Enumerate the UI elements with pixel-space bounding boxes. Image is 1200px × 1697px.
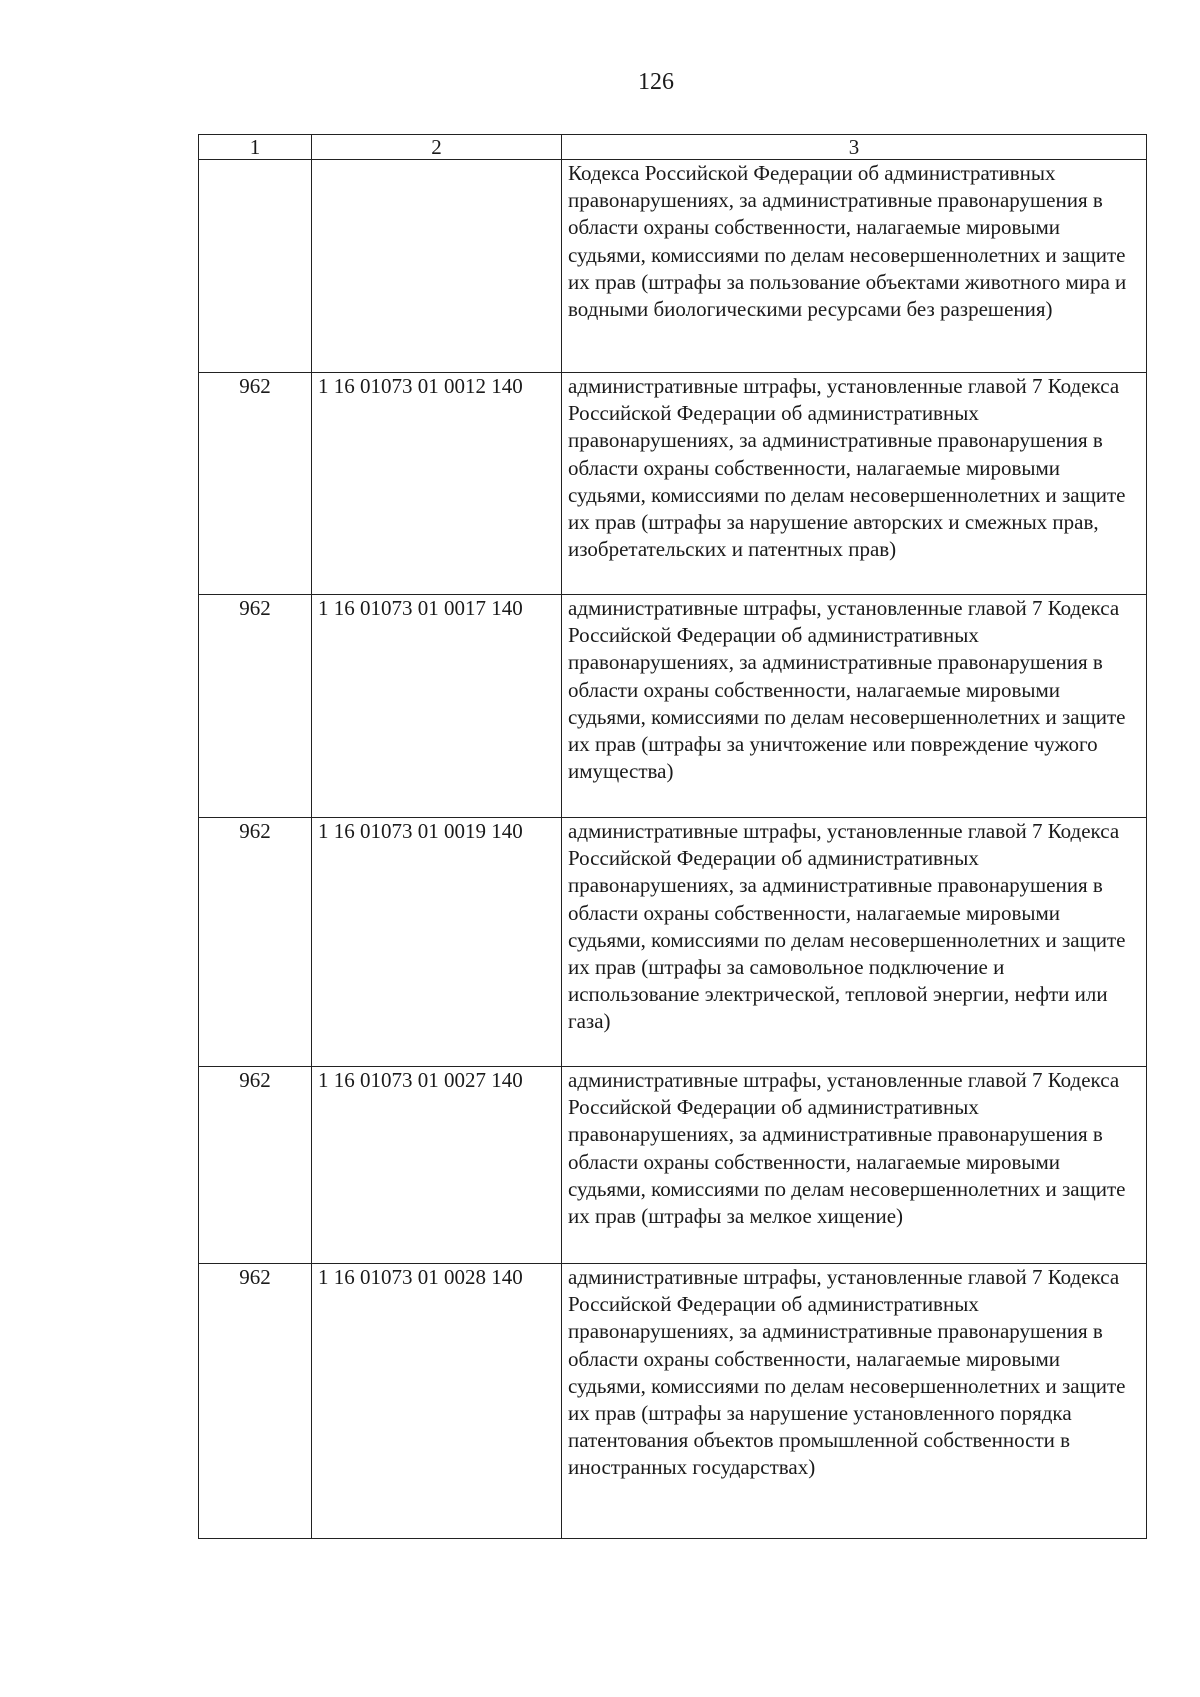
admin-code-cell: 962 bbox=[199, 595, 312, 818]
column-header-3: 3 bbox=[562, 135, 1147, 160]
admin-code-cell: 962 bbox=[199, 1264, 312, 1539]
admin-code-cell: 962 bbox=[199, 1067, 312, 1264]
column-header-1: 1 bbox=[199, 135, 312, 160]
admin-code-cell bbox=[199, 160, 312, 373]
table-header-row bbox=[199, 135, 1147, 160]
table-row bbox=[199, 1264, 1147, 1539]
admin-code-cell: 962 bbox=[199, 373, 312, 595]
budget-code-cell: 1 16 01073 01 0028 140 bbox=[312, 1264, 562, 1539]
budget-codes-table bbox=[198, 134, 1147, 1539]
description-cell: административные штрафы, установленные главой 7 Кодекса Российской Федерации об административных правонарушениях, за административные правонарушения в области охраны собственности, налагаемые мировыми судьями, комиссиями по делам несовершеннолетних и защите их прав (штрафы за нарушение установленного порядка патентования объектов промышленной собственности в иностранных государствах) bbox=[562, 1264, 1147, 1539]
description-cell: административные штрафы, установленные главой 7 Кодекса Российской Федерации об административных правонарушениях, за административные правонарушения в области охраны собственности, налагаемые мировыми судьями, комиссиями по делам несовершеннолетних и защите их прав (штрафы за самовольное подключение и использование электрической, тепловой энергии, нефти или газа) bbox=[562, 818, 1147, 1067]
budget-code-cell: 1 16 01073 01 0012 140 bbox=[312, 373, 562, 595]
budget-code-cell: 1 16 01073 01 0019 140 bbox=[312, 818, 562, 1067]
budget-code-cell bbox=[312, 160, 562, 373]
table-row bbox=[199, 818, 1147, 1067]
budget-code-cell: 1 16 01073 01 0027 140 bbox=[312, 1067, 562, 1264]
description-cell: Кодекса Российской Федерации об административных правонарушениях, за административные правонарушения в области охраны собственности, налагаемые мировыми судьями, комиссиями по делам несовершеннолетних и защите их прав (штрафы за пользование объектами животного мира и водными биологическими ресурсами без разрешения) bbox=[562, 160, 1147, 373]
description-cell: административные штрафы, установленные главой 7 Кодекса Российской Федерации об административных правонарушениях, за административные правонарушения в области охраны собственности, налагаемые мировыми судьями, комиссиями по делам несовершеннолетних и защите их прав (штрафы за нарушение авторских и смежных прав, изобретательских и патентных прав) bbox=[562, 373, 1147, 595]
column-header-2: 2 bbox=[312, 135, 562, 160]
budget-code-cell: 1 16 01073 01 0017 140 bbox=[312, 595, 562, 818]
page-number: 126 bbox=[638, 69, 674, 95]
description-cell: административные штрафы, установленные главой 7 Кодекса Российской Федерации об административных правонарушениях, за административные правонарушения в области охраны собственности, налагаемые мировыми судьями, комиссиями по делам несовершеннолетних и защите их прав (штрафы за мелкое хищение) bbox=[562, 1067, 1147, 1264]
table-row bbox=[199, 1067, 1147, 1264]
description-cell: административные штрафы, установленные главой 7 Кодекса Российской Федерации об административных правонарушениях, за административные правонарушения в области охраны собственности, налагаемые мировыми судьями, комиссиями по делам несовершеннолетних и защите их прав (штрафы за уничтожение или повреждение чужого имущества) bbox=[562, 595, 1147, 818]
table-row bbox=[199, 160, 1147, 373]
table-row bbox=[199, 373, 1147, 595]
admin-code-cell: 962 bbox=[199, 818, 312, 1067]
table-row bbox=[199, 595, 1147, 818]
